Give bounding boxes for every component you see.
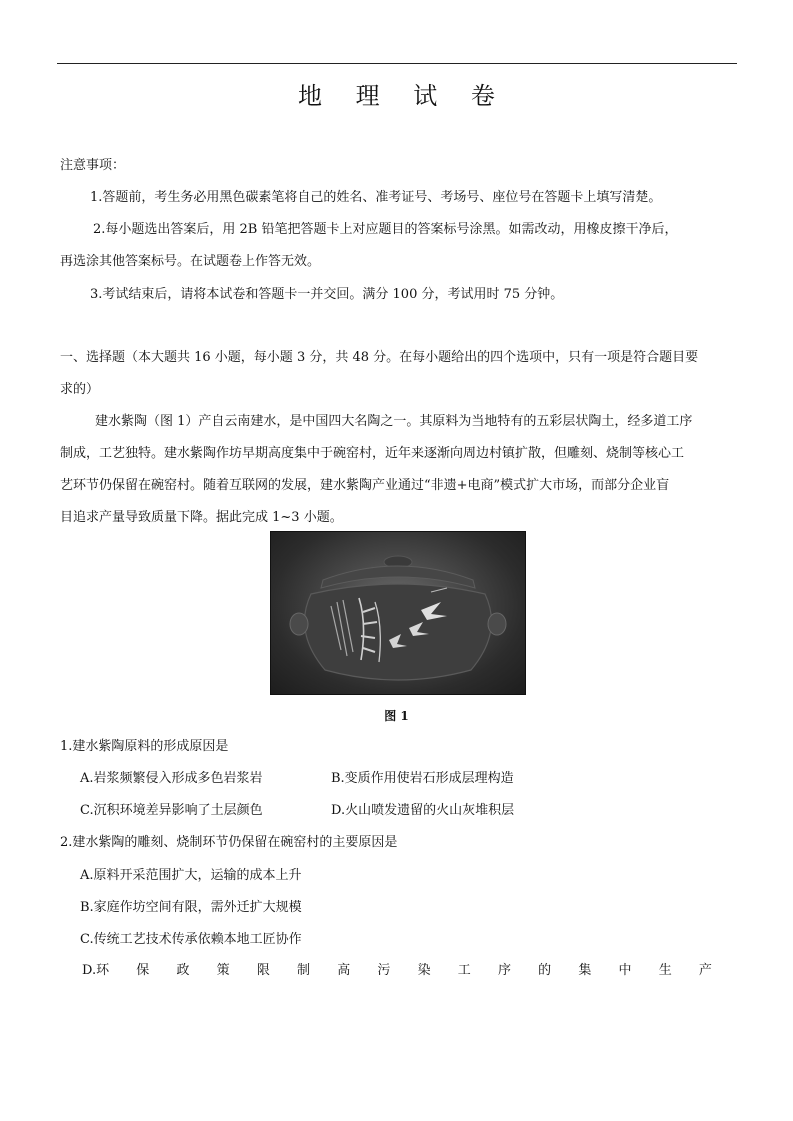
question-2-stem: 2.建水紫陶的雕刻、烧制环节仍保留在碗窑村的主要原因是 — [60, 835, 398, 850]
section-heading-line-2: 求的） — [60, 382, 100, 397]
question-2-option-d — [82, 961, 712, 981]
option-d-char: D.环 — [82, 963, 110, 978]
option-d-char: 制 — [297, 963, 311, 978]
option-d-char: 政 — [176, 963, 190, 978]
page-title: 地 理 试 卷 — [298, 82, 508, 110]
question-1-stem: 1.建水紫陶原料的形成原因是 — [60, 739, 229, 754]
section-heading-line-1: 一、选择题（本大题共 16 小题，每小题 3 分，共 48 分。在每小题给出的四个选项中，只有一项是符合题目要 — [60, 350, 699, 365]
passage-line-3: 艺环节仍保留在碗窑村。随着互联网的发展，建水紫陶产业通过“非遗+电商”模式扩大市场，而部分企业盲 — [60, 478, 670, 493]
option-d-char: 染 — [417, 963, 431, 978]
option-d-char: 工 — [457, 963, 471, 978]
option-d-char: 的 — [538, 963, 552, 978]
figure-pottery-photo — [270, 531, 526, 695]
question-2-option-b: B.家庭作坊空间有限，需外迁扩大规模 — [80, 900, 302, 915]
question-2-option-c: C.传统工艺技术传承依赖本地工匠协作 — [80, 932, 302, 947]
passage-line-4: 目追求产量导致质量下降。据此完成 1~3 小题。 — [60, 510, 343, 525]
notice-item-1: 1.答题前，考生务必用黑色碳素笔将自己的姓名、准考证号、考场号、座位号在答题卡上填写清楚。 — [90, 190, 662, 205]
option-d-char: 集 — [578, 963, 592, 978]
passage-line-2: 制成，工艺独特。建水紫陶作坊早期高度集中于碗窑村，近年来逐渐向周边村镇扩散，但雕刻、烧制等核心工 — [60, 446, 685, 461]
question-1-option-b: B.变质作用使岩石形成层理构造 — [331, 771, 514, 786]
option-d-char: 保 — [136, 963, 150, 978]
option-d-char: 限 — [256, 963, 270, 978]
pottery-jar-illustration — [271, 532, 525, 694]
option-d-char: 高 — [337, 963, 351, 978]
notice-item-2-line-2: 再选涂其他答案标号。在试题卷上作答无效。 — [60, 254, 321, 269]
option-d-char: 中 — [618, 963, 632, 978]
question-1-option-c: C.沉积环境差异影响了土层颜色 — [80, 803, 263, 818]
option-d-char: 污 — [377, 963, 391, 978]
figure-caption: 图 1 — [384, 709, 409, 723]
option-d-char: 策 — [216, 963, 230, 978]
notice-item-3: 3.考试结束后，请将本试卷和答题卡一并交回。满分 100 分，考试用时 75 分钟。 — [90, 287, 564, 302]
question-2-option-a: A.原料开采范围扩大，运输的成本上升 — [80, 868, 302, 883]
question-1-option-d: D.火山喷发遗留的火山灰堆积层 — [331, 803, 515, 818]
top-rule — [57, 63, 737, 64]
option-d-char: 产 — [698, 963, 712, 978]
notice-item-2-line-1: 2.每小题选出答案后，用 2B 铅笔把答题卡上对应题目的答案标号涂黑。如需改动，用橡皮擦干净后， — [93, 222, 678, 237]
option-d-char: 生 — [658, 963, 672, 978]
question-1-option-a: A.岩浆频繁侵入形成多色岩浆岩 — [80, 771, 263, 786]
notice-heading: 注意事项： — [60, 158, 126, 173]
option-d-char: 序 — [497, 963, 511, 978]
passage-line-1: 建水紫陶（图 1）产自云南建水，是中国四大名陶之一。其原料为当地特有的五彩层状陶土，经多道工序 — [95, 414, 693, 429]
